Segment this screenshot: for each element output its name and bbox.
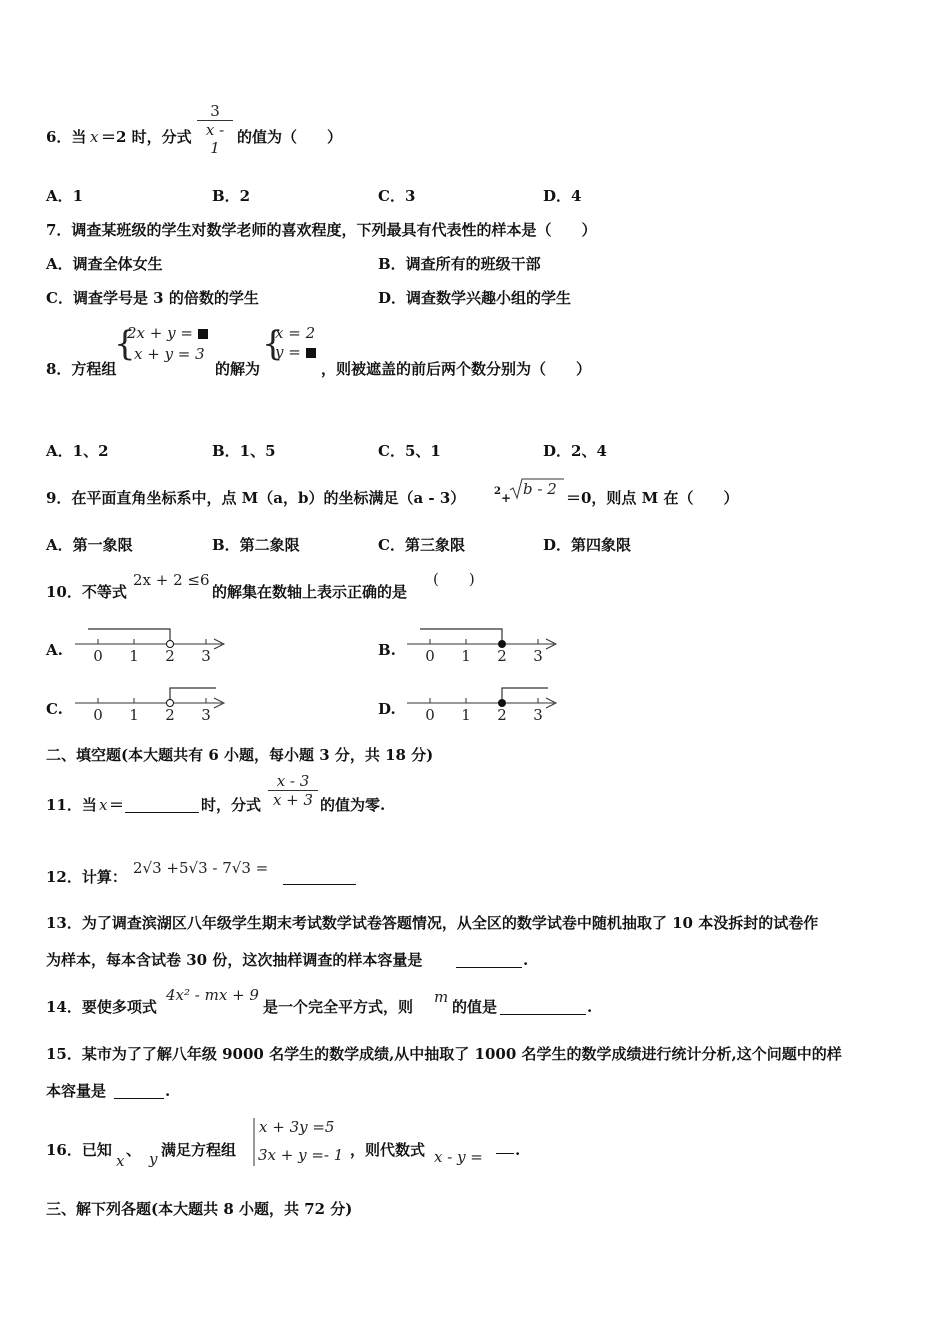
q8-option-c[interactable]: C．5、1	[378, 442, 441, 460]
cover-square-icon	[306, 348, 316, 358]
q9-option-c[interactable]: C．第三象限	[378, 536, 465, 554]
brace-icon: {	[114, 324, 136, 364]
tick-label: 3	[533, 647, 543, 665]
q8-mid: 的解为	[215, 360, 261, 378]
q6-option-b[interactable]: B．2	[212, 187, 251, 205]
q8-option-d[interactable]: D．2、4	[543, 442, 607, 460]
q15-end: .	[165, 1082, 171, 1100]
q8-sys1-line1: 2x + y =	[127, 324, 208, 342]
q9-option-a[interactable]: A．第一象限	[46, 536, 133, 554]
q9-option-b[interactable]: B．第二象限	[212, 536, 300, 554]
q16-sys-line2: 3x + y =- 1	[258, 1146, 344, 1164]
q11-answer-blank[interactable]	[125, 796, 199, 813]
tick-label: 2	[165, 647, 175, 665]
q11-eq: ＝	[109, 796, 125, 814]
q7-option-a[interactable]: A．调查全体女生	[46, 255, 163, 273]
open-point	[167, 700, 174, 707]
q6-option-a[interactable]: A．1	[46, 187, 84, 205]
q14-prefix: 14．要使多项式	[46, 998, 157, 1016]
q6-prefix: 6．当	[46, 128, 87, 146]
q10-option-c[interactable]: C.	[46, 700, 63, 718]
q13-line1: 13．为了调查滨湖区八年级学生期末考试数学试卷答题情况，从全区的数学试卷中随机抽取了 10 本没拆封的试卷作	[46, 914, 819, 932]
solution-ray	[502, 688, 548, 703]
q11-prefix: 11．当	[46, 796, 97, 814]
tick-label: 3	[533, 706, 543, 724]
q16-var1: x	[116, 1152, 125, 1170]
q15-line1: 15．某市为了了解八年级 9000 名学生的数学成绩,从中抽取了 1000 名学生的数学成绩进行统计分析,这个问题中的样	[46, 1045, 842, 1063]
q8-sys2-line2: y =	[275, 343, 316, 361]
tick-label: 3	[201, 706, 211, 724]
q9-suffix: ＝0，则点 M 在（ ）	[566, 489, 739, 507]
q8-sys2-line1: x = 2	[275, 324, 316, 342]
q10-paren: ( )	[433, 570, 475, 588]
tick-label: 0	[425, 647, 435, 665]
q10-prefix: 10．不等式	[46, 583, 127, 601]
q9-plus: +	[501, 491, 512, 505]
number-line-b	[402, 622, 567, 668]
q7-option-d[interactable]: D．调查数学兴趣小组的学生	[378, 289, 572, 307]
q10-inequality: 2x + 2 ≤6	[133, 571, 210, 589]
q9-sup: 2	[494, 486, 501, 497]
tick-label: 0	[93, 647, 103, 665]
q6-fraction	[197, 102, 233, 157]
q15-answer-blank[interactable]	[114, 1082, 164, 1099]
q16-mid: 满足方程组	[161, 1141, 237, 1159]
q14-polynomial: 4x² - mx + 9	[166, 986, 259, 1004]
brace-icon: {	[262, 324, 284, 364]
q6-option-c[interactable]: C．3	[378, 187, 416, 205]
open-point	[167, 641, 174, 648]
section-3-heading: 三、解下列各题(本大题共 8 小题，共 72 分)	[46, 1200, 353, 1218]
q11-suffix: 的值为零.	[320, 796, 386, 814]
q12-answer-blank[interactable]	[283, 868, 356, 885]
q13-line2: 为样本，每本含试卷 30 份，这次抽样调查的样本容量是	[46, 951, 423, 969]
q16-var2: y	[149, 1150, 158, 1168]
q8-suffix: ，则被遮盖的前后两个数分别为（ ）	[321, 360, 592, 378]
q8-sys1-line2: x + y = 3	[134, 345, 205, 363]
solution-ray	[420, 629, 502, 644]
q16-answer-blank[interactable]	[496, 1141, 514, 1154]
q6-suffix: 的值为（ ）	[237, 128, 343, 146]
number-line-d	[402, 681, 567, 727]
tick-label: 1	[461, 647, 471, 665]
cover-square-icon	[198, 329, 208, 339]
tick-label: 1	[129, 706, 139, 724]
tick-label: 2	[497, 647, 507, 665]
q7-text: 7．调查某班级的学生对数学老师的喜欢程度，下列最具有代表性的样本是（ ）	[46, 221, 597, 239]
number-line-a	[70, 622, 235, 668]
q7-option-b[interactable]: B．调查所有的班级干部	[378, 255, 541, 273]
q13-answer-blank[interactable]	[456, 951, 522, 968]
q10-option-b[interactable]: B.	[378, 641, 396, 659]
q8-option-a[interactable]: A．1、2	[46, 442, 109, 460]
q15-line2: 本容量是	[46, 1082, 107, 1100]
q6-option-d[interactable]: D．4	[543, 187, 582, 205]
q11-frac-num: x - 3	[276, 772, 310, 790]
q11-fraction	[268, 772, 318, 809]
q11-var: x	[99, 796, 108, 814]
q10-option-d[interactable]: D.	[378, 700, 396, 718]
section-2-heading: 二、填空题(本大题共有 6 小题，每小题 3 分，共 18 分)	[46, 746, 434, 764]
q14-end: .	[587, 998, 593, 1016]
tick-label: 3	[201, 647, 211, 665]
q9-prefix: 9．在平面直角坐标系中，点 M（a，b）的坐标满足（a - 3）	[46, 489, 466, 507]
q16-sep: 、	[126, 1141, 142, 1159]
q12-expression: 2√3 +5√3 - 7√3 =	[133, 859, 269, 877]
q16-expression: x - y =	[434, 1148, 483, 1166]
tick-label: 2	[497, 706, 507, 724]
q13-end: .	[523, 951, 529, 969]
solution-ray	[170, 688, 216, 703]
q9-sqrt-body: b - 2	[523, 480, 557, 498]
q14-mid: 是一个完全平方式，则	[263, 998, 414, 1016]
q6-var: x	[90, 128, 99, 146]
tick-label: 1	[461, 706, 471, 724]
q9-option-d[interactable]: D．第四象限	[543, 536, 632, 554]
closed-point	[499, 641, 506, 648]
tick-label: 0	[425, 706, 435, 724]
tick-label: 2	[165, 706, 175, 724]
q10-option-a[interactable]: A.	[46, 641, 63, 659]
solution-ray	[88, 629, 170, 644]
q6-frac-den: x - 1	[205, 121, 225, 157]
q8-option-b[interactable]: B．1、5	[212, 442, 276, 460]
q16-prefix: 16．已知	[46, 1141, 112, 1159]
q10-suffix: 的解集在数轴上表示正确的是	[212, 583, 408, 601]
tick-label: 0	[93, 706, 103, 724]
q6-cond: ＝2 时，分式	[101, 128, 192, 146]
q16-end: .	[515, 1141, 521, 1159]
q16-sys-line1: x + 3y =5	[259, 1118, 335, 1136]
q16-mid2: ，则代数式	[350, 1141, 426, 1159]
closed-point	[499, 700, 506, 707]
tick-label: 1	[129, 647, 139, 665]
number-line-c	[70, 681, 235, 727]
q11-mid: 时，分式	[201, 796, 262, 814]
q14-var: m	[434, 988, 449, 1006]
q14-answer-blank[interactable]	[500, 998, 586, 1015]
q14-suffix: 的值是	[452, 998, 498, 1016]
q8-prefix: 8．方程组	[46, 360, 117, 378]
q12-prefix: 12．计算：	[46, 868, 127, 886]
q7-option-c[interactable]: C．调查学号是 3 的倍数的学生	[46, 289, 259, 307]
q11-frac-den: x + 3	[272, 791, 314, 809]
q6-frac-num: 3	[210, 102, 220, 120]
